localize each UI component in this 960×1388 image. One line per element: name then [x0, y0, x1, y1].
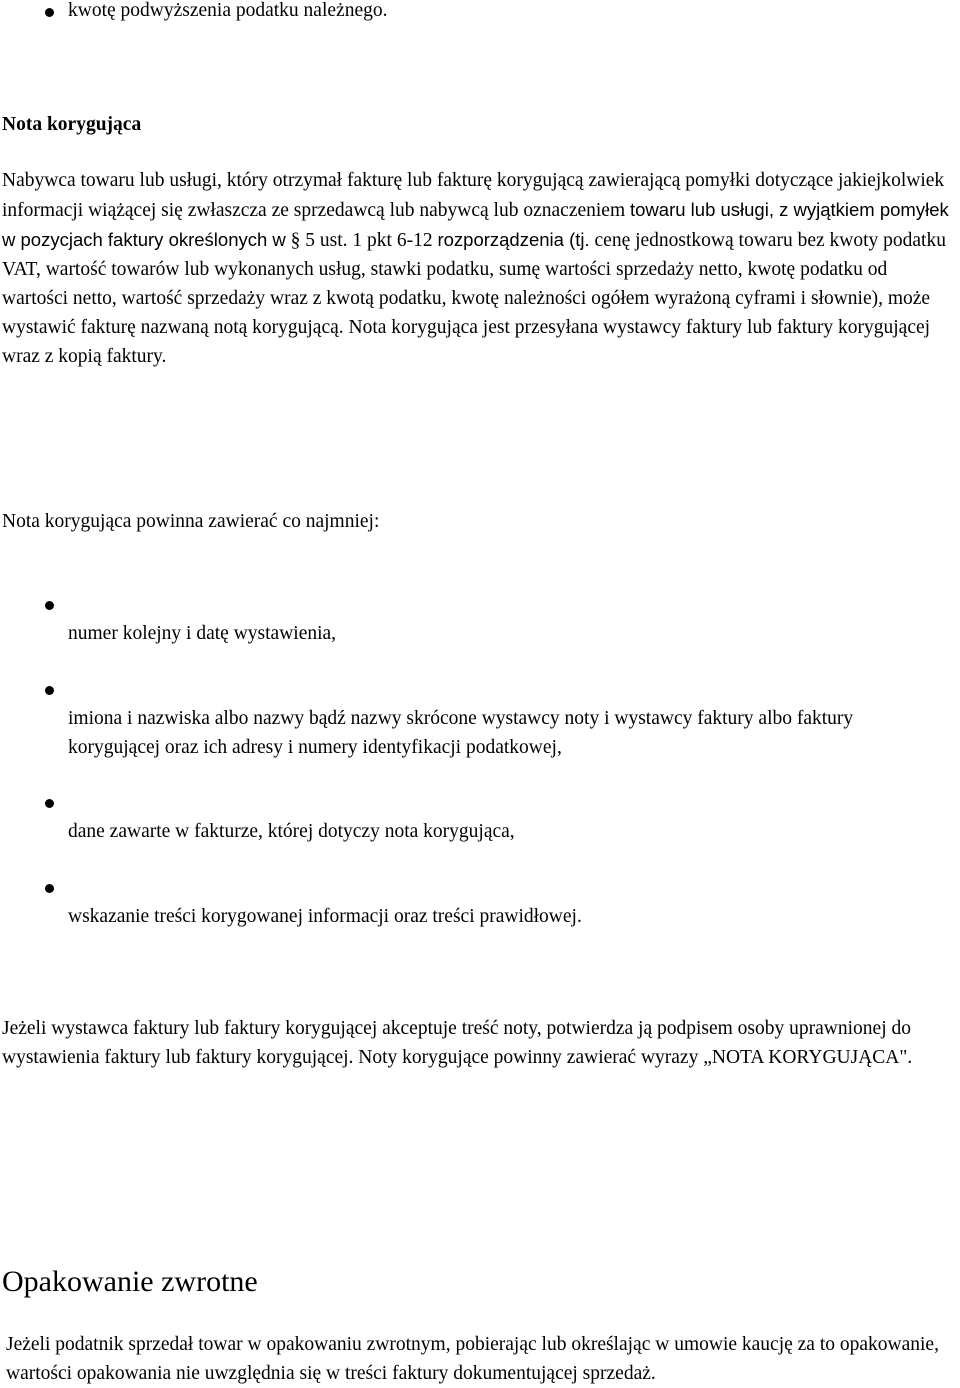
bullet-icon [45, 8, 54, 17]
nota-para-part1: Nabywca towaru lub usługi, który otrzymał fakturę lub fakturę korygującą zawierającą pomyłki dotyczące jakiejkolwiek informacji wiążącej się zwłaszcza ze sprzedawcą lub nabywcą lub oznaczeniem [2, 170, 945, 221]
bullet-icon [45, 686, 54, 695]
nota-para-part4: rozporządzenia (tj. [437, 229, 590, 250]
nota-paragraph [2, 166, 958, 371]
nota-para-part5: cenę jednostkową towaru bez kwoty podatku VAT, wartość towarów lub wykonanych usług, stawki podatku, sumę wartości sprzedaży netto, kwotę podatku od wartości netto, wartość sprzedaży wraz z kwotą podatku, kwotę należności ogółem wyrażoną cyframi i słownie), może wystawić fakturę nazwaną notą korygującą. Nota korygująca jest przesyłana wystawcy faktury lub faktury korygującej wraz z kopią faktury. [2, 230, 946, 367]
bullet-icon [45, 601, 54, 610]
list-item-text: numer kolejny i datę wystawienia, [68, 623, 337, 644]
requirements-intro: Nota korygująca powinna zawierać co najmniej: [2, 511, 380, 532]
list-item-text: kwotę podwyższenia podatku należnego. [68, 0, 388, 21]
opakowanie-paragraph: Jeżeli podatnik sprzedał towar w opakowaniu zwrotnym, pobierając lub określając w umowie kaucję za to opakowanie, wartości opakowania nie uwzględnia się w treści faktury dokumentującej sprzedaż. [6, 1334, 939, 1384]
bullet-icon [45, 799, 54, 808]
acceptance-paragraph: Jeżeli wystawca faktury lub faktury korygującej akceptuje treść noty, potwierdza ją podpisem osoby uprawnionej do wystawienia faktury lub faktury korygującej. Noty korygujące powinny zawierać wyrazy „NOTA KORYGUJĄCA". [2, 1018, 913, 1068]
bullet-icon [45, 884, 54, 893]
list-item-text: dane zawarte w fakturze, której dotyczy nota korygująca, [68, 821, 515, 842]
nota-para-part2: towaru lub usługi, z wyjątkiem pomyłek w pozycjach faktury określonych w [2, 199, 949, 250]
list-item-text: imiona i nazwiska albo nazwy bądź nazwy skrócone wystawcy noty i wystawcy faktury albo faktury korygującej oraz ich adresy i numery identyfikacji podatkowej, [68, 708, 854, 758]
section-title-opakowanie: Opakowanie zwrotne [2, 1265, 258, 1298]
list-item-text: wskazanie treści korygowanej informacji oraz treści prawidłowej. [68, 906, 582, 927]
section-title-nota: Nota korygująca [2, 114, 142, 135]
section-sign: § [290, 230, 301, 251]
nota-para-part3: 5 ust. 1 pkt 6-12 [300, 230, 433, 251]
